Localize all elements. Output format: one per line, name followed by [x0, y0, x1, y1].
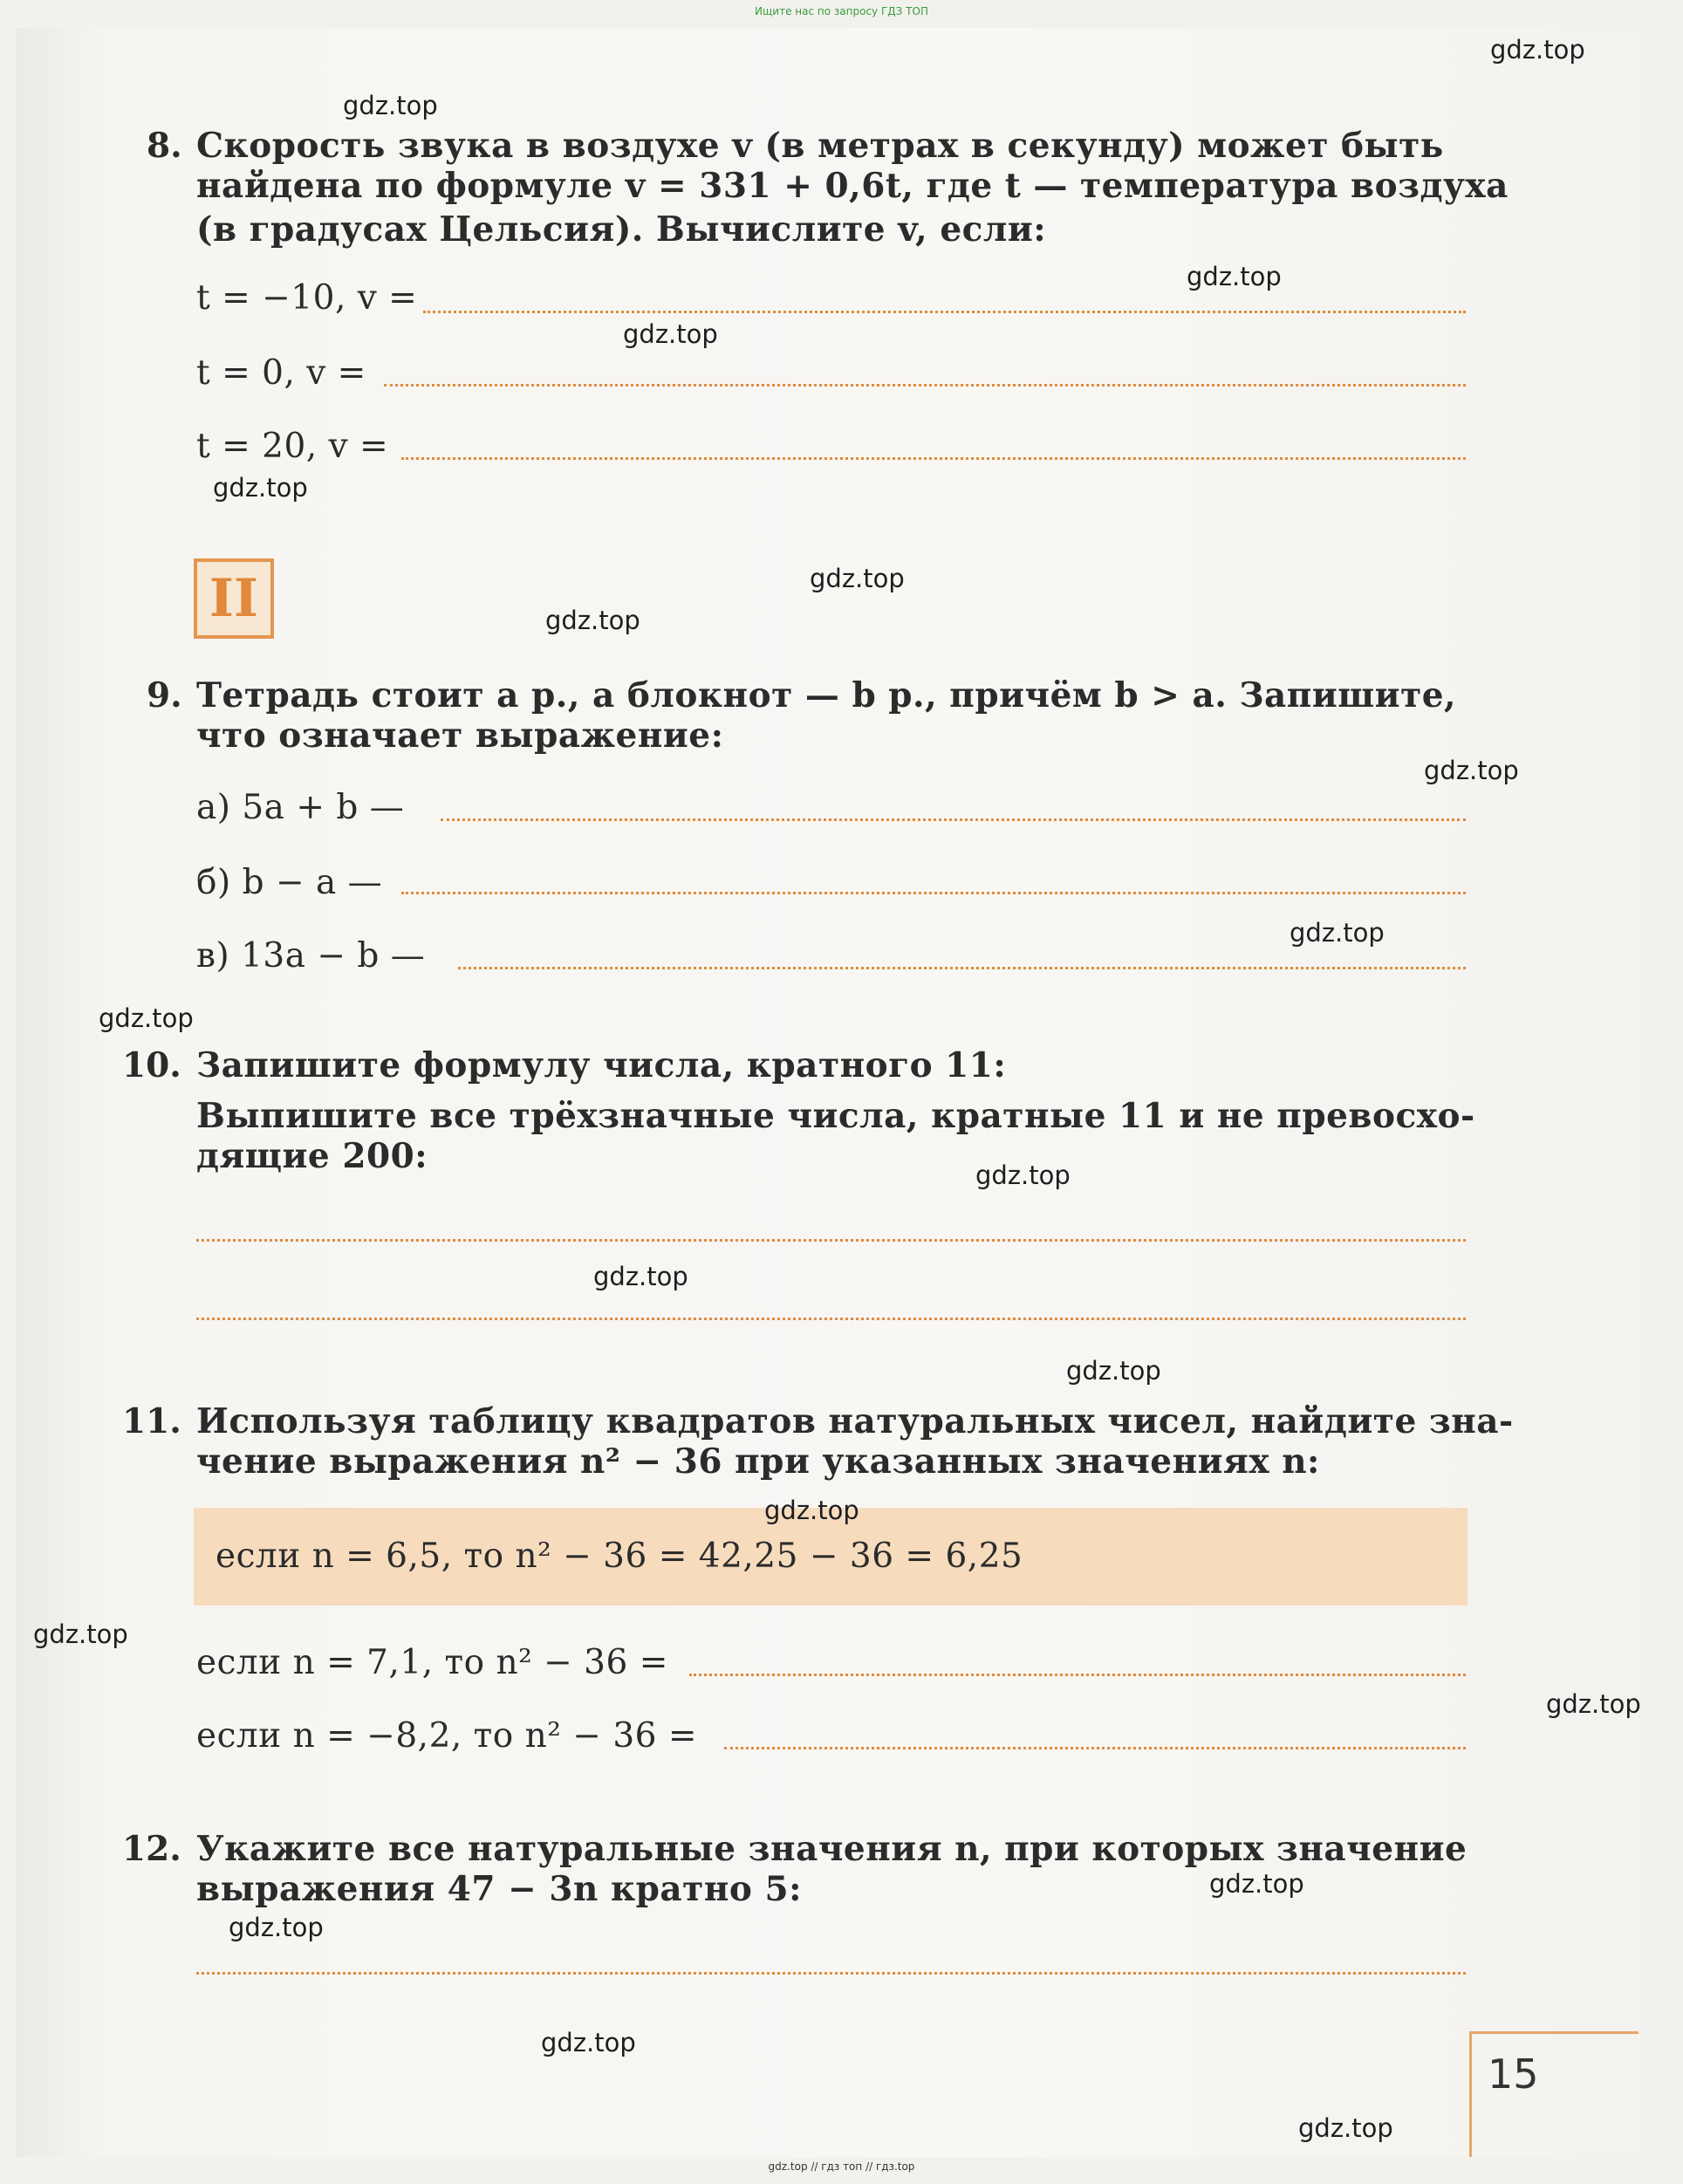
task-12-number: 12.	[122, 1829, 181, 1869]
answer-line[interactable]	[458, 967, 1466, 969]
task-10-line-3: дящие 200:	[196, 1136, 428, 1176]
section-marker: II	[194, 558, 274, 639]
answer-line[interactable]	[441, 818, 1466, 821]
task-8-item-3: t = 20, v =	[196, 427, 389, 466]
page-number: 15	[1488, 2050, 1539, 2098]
watermark: gdz.top	[1187, 262, 1282, 291]
task-11-item-1: если n = 7,1, то n² − 36 =	[196, 1643, 668, 1682]
watermark: gdz.top	[1066, 1356, 1161, 1386]
task-10-line-2: Выпишите все трёхзначные числа, кратные 11 и не превосхо-	[196, 1096, 1475, 1136]
watermark: gdz.top	[99, 1003, 194, 1033]
task-8-line-3: (в градусах Цельсия). Вычислите v, если:	[196, 209, 1047, 250]
answer-line[interactable]	[196, 1318, 1466, 1320]
task-9-item-c: в) 13a − b —	[196, 936, 426, 976]
watermark: gdz.top	[1290, 918, 1385, 948]
task-8-item-2: t = 0, v =	[196, 353, 366, 393]
watermark: gdz.top	[810, 564, 905, 593]
watermark: gdz.top	[593, 1262, 688, 1291]
task-8-line-1: Скорость звука в воздухе v (в метрах в секунду) может быть	[196, 126, 1444, 166]
task-9-item-a: а) 5a + b —	[196, 788, 405, 827]
task-8-line-2: найдена по формуле v = 331 + 0,6t, где t — температура воздуха	[196, 166, 1509, 206]
watermark: gdz.top	[764, 1496, 859, 1525]
watermark: gdz.top	[541, 2028, 636, 2057]
answer-line[interactable]	[196, 1972, 1466, 1975]
watermark: gdz.top	[229, 1913, 324, 1942]
watermark: gdz.top	[33, 1619, 128, 1649]
task-10-number: 10.	[122, 1045, 181, 1085]
answer-line[interactable]	[401, 457, 1466, 460]
answer-line[interactable]	[724, 1747, 1466, 1749]
answer-line[interactable]	[689, 1674, 1466, 1676]
answer-line[interactable]	[423, 311, 1466, 313]
task-9-item-b: б) b − a —	[196, 863, 383, 902]
watermark: gdz.top	[1209, 1869, 1304, 1899]
task-12-line-1: Укажите все натуральные значения n, при которых значение	[196, 1829, 1467, 1869]
task-11-line-1: Используя таблицу квадратов натуральных чисел, найдите зна-	[196, 1401, 1514, 1441]
watermark: gdz.top	[1546, 1689, 1641, 1719]
task-11-line-2: чение выражения n² − 36 при указанных значениях n:	[196, 1441, 1320, 1482]
watermark: gdz.top	[1298, 2113, 1393, 2143]
task-9-line-2: что означает выражение:	[196, 715, 724, 756]
task-9-line-1: Тетрадь стоит a р., а блокнот — b р., причём b > a. Запишите,	[196, 675, 1457, 715]
watermark: gdz.top	[343, 91, 438, 120]
task-8-number: 8.	[147, 126, 182, 166]
watermark: gdz.top	[545, 606, 640, 635]
watermark: gdz.top	[623, 319, 718, 349]
task-11-number: 11.	[122, 1401, 181, 1441]
task-10-line-1: Запишите формулу числа, кратного 11:	[196, 1045, 1007, 1085]
watermark: gdz.top	[1490, 35, 1585, 65]
answer-line[interactable]	[401, 892, 1466, 894]
answer-line[interactable]	[384, 384, 1466, 387]
task-9-number: 9.	[147, 675, 182, 715]
watermark: gdz.top	[975, 1160, 1071, 1190]
bottom-note: gdz.top // гдз топ // гдз.top	[768, 2160, 915, 2173]
top-note: Ищите нас по запросу ГДЗ ТОП	[755, 5, 928, 17]
task-11-example: если n = 6,5, то n² − 36 = 42,25 − 36 = 6,25	[216, 1537, 1023, 1576]
task-12-line-2: выражения 47 − 3n кратно 5:	[196, 1869, 803, 1909]
watermark: gdz.top	[213, 473, 308, 503]
task-8-item-1: t = −10, v =	[196, 278, 418, 318]
task-11-item-2: если n = −8,2, то n² − 36 =	[196, 1716, 698, 1756]
answer-line[interactable]	[196, 1239, 1466, 1242]
watermark: gdz.top	[1424, 756, 1519, 785]
